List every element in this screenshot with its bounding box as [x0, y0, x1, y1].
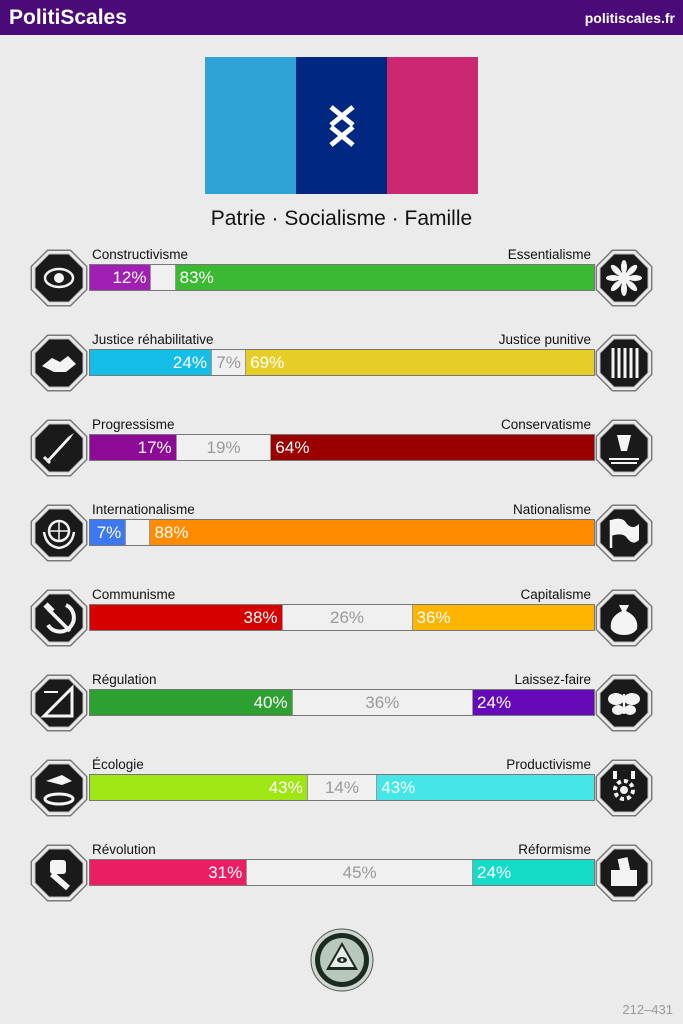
axis-row [0, 672, 683, 736]
flag-stripe-left [205, 57, 296, 194]
axis-left-label: Justice réhabilitative [92, 332, 214, 347]
axis-center-segment: 36% [292, 690, 473, 715]
pyramid-seal-icon [310, 928, 374, 992]
axis-right-segment: 83% [176, 265, 594, 290]
result-code: 212–431 [622, 1002, 673, 1017]
axis-bar [89, 519, 595, 546]
axis-row [0, 587, 683, 651]
axis-bar [89, 859, 595, 886]
prison-bars-icon [593, 332, 655, 394]
ballot-box-icon [593, 842, 655, 904]
axis-left-label: Écologie [92, 757, 144, 772]
flower-icon [593, 247, 655, 309]
globe-laurel-icon [28, 502, 90, 564]
waving-flag-icon [593, 502, 655, 564]
axis-bar [89, 774, 595, 801]
flag-stripe-right [387, 57, 478, 194]
axis-right-segment: 24% [473, 690, 594, 715]
eye-icon [28, 247, 90, 309]
rocket-icon [28, 417, 90, 479]
butterfly-icon [593, 672, 655, 734]
ideology-title: Patrie · Socialisme · Famille [210, 207, 473, 230]
axis-left-label: Constructivisme [92, 247, 189, 262]
axis-row [0, 842, 683, 906]
axis-right-label: Productivisme [506, 757, 591, 772]
money-bag-icon [593, 587, 655, 649]
axis-left-label: Internationalisme [92, 502, 195, 517]
factory-gear-icon [593, 757, 655, 819]
axis-right-label: Essentialisme [507, 247, 591, 262]
axis-center-segment [125, 520, 150, 545]
site-link[interactable]: politiscales.fr [584, 9, 675, 26]
header-bar [0, 0, 683, 35]
axis-right-label: Capitalisme [520, 587, 591, 602]
axis-left-segment: 43% [90, 775, 307, 800]
set-square-icon [28, 672, 90, 734]
axis-left-segment: 24% [90, 350, 211, 375]
axis-left-label: Régulation [92, 672, 157, 687]
fist-icon [28, 842, 90, 904]
double-cross-emblem-icon [327, 103, 357, 149]
axis-right-segment: 36% [413, 605, 594, 630]
axis-right-label: Réformisme [518, 842, 591, 857]
ideology-flag [205, 57, 478, 194]
axis-bar [89, 434, 595, 461]
axis-right-segment: 88% [150, 520, 594, 545]
axis-left-segment: 40% [90, 690, 292, 715]
axis-right-segment: 64% [271, 435, 594, 460]
axis-center-segment [150, 265, 175, 290]
axis-row [0, 247, 683, 311]
axis-right-segment: 43% [377, 775, 594, 800]
axis-left-segment: 12% [90, 265, 150, 290]
axis-left-segment: 31% [90, 860, 246, 885]
handshake-icon [28, 332, 90, 394]
axis-right-label: Nationalisme [512, 502, 591, 517]
axis-center-segment: 26% [282, 605, 413, 630]
axis-left-segment: 7% [90, 520, 125, 545]
axis-row [0, 332, 683, 396]
axis-center-segment: 7% [211, 350, 246, 375]
axis-bar [89, 264, 595, 291]
axis-bar [89, 349, 595, 376]
axis-center-segment: 45% [246, 860, 473, 885]
axis-row [0, 757, 683, 821]
axis-row [0, 417, 683, 481]
hammer-sickle-icon [28, 587, 90, 649]
axis-right-segment: 69% [246, 350, 594, 375]
axis-right-label: Conservatisme [500, 417, 591, 432]
flag-stripe-center [296, 57, 387, 194]
axis-row [0, 502, 683, 566]
axis-right-label: Laissez-faire [514, 672, 591, 687]
axis-left-segment: 38% [90, 605, 282, 630]
axis-left-segment: 17% [90, 435, 176, 460]
axis-right-label: Justice punitive [498, 332, 591, 347]
axis-center-segment: 14% [307, 775, 378, 800]
axis-right-segment: 24% [473, 860, 594, 885]
axis-bar [89, 689, 595, 716]
axis-left-label: Communisme [92, 587, 176, 602]
quill-icon [593, 417, 655, 479]
axis-left-label: Progressisme [92, 417, 175, 432]
axis-left-label: Révolution [92, 842, 156, 857]
bird-nest-icon [28, 757, 90, 819]
axis-bar [89, 604, 595, 631]
app-logo[interactable]: PolitiScales [9, 5, 127, 29]
axis-center-segment: 19% [176, 435, 272, 460]
